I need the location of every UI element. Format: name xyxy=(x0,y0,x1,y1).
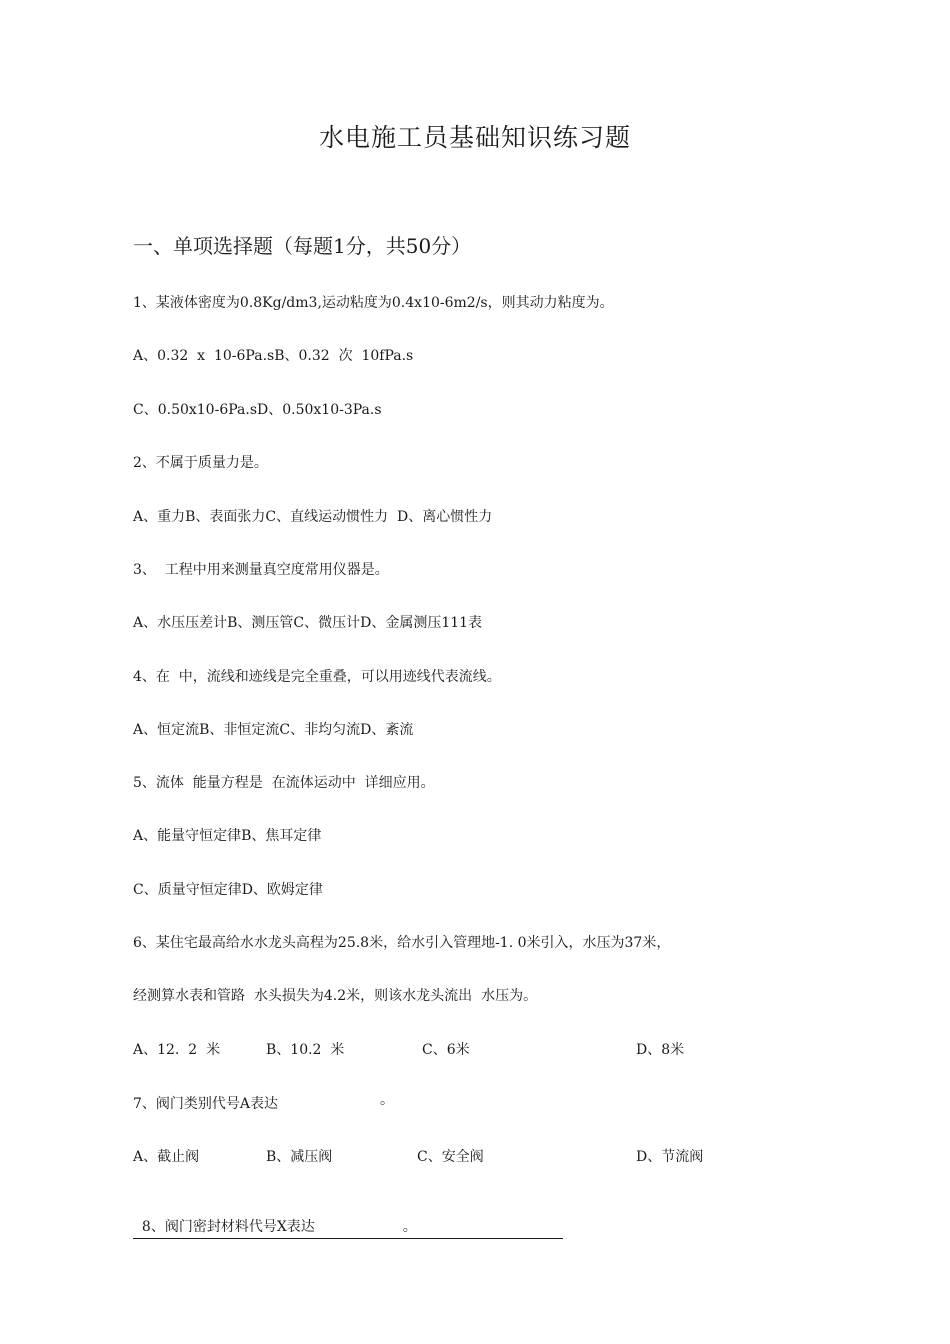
question-6-option-b: B、10.2 米 xyxy=(266,1042,345,1058)
question-5-options-ab: A、能量守恒定律B、焦耳定律 xyxy=(133,828,322,844)
question-3: 3、 工程中用来测量真空度常用仪器是。 xyxy=(133,562,389,578)
question-7-option-b: B、减压阀 xyxy=(266,1149,333,1165)
question-1: 1、某液体密度为0.8Kg/dm3,运动粘度为0.4x10-6m2/s，则其动力粘度为。 xyxy=(133,295,614,311)
question-6-option-d: D、8米 xyxy=(636,1042,685,1058)
question-5-options-cd: C、质量守恒定律D、欧姆定律 xyxy=(133,882,323,898)
question-7-option-d: D、节流阀 xyxy=(636,1149,704,1165)
question-2: 2、不属于质量力是。 xyxy=(133,455,268,471)
section-heading: 一、单项选择题（每题1分，共50分） xyxy=(133,234,472,258)
question-6-line-1: 6、某住宅最高给水水龙头高程为25.8米，给水引入管理地-1. 0米引入，水压为37米， xyxy=(133,935,671,951)
question-8 xyxy=(133,1200,563,1239)
question-6-line-2: 经测算水表和管路 水头损失为4.2米，则该水龙头流出 水压为。 xyxy=(133,988,538,1004)
question-7: 7、阀门类别代号A表达 xyxy=(133,1096,279,1112)
question-7-blank-mark: 。 xyxy=(380,1092,394,1108)
question-3-options: A、水压压差计B、测压管C、微压计D、金属测压111表 xyxy=(133,615,483,631)
question-1-options-cd: C、0.50x10-6Pa.sD、0.50x10-3Pa.s xyxy=(133,402,382,418)
page-title: 水电施工员基础知识练习题 xyxy=(318,123,631,152)
question-6-option-c: C、6米 xyxy=(422,1042,470,1058)
question-2-options: A、重力B、表面张力C、直线运动惯性力 D、离心惯性力 xyxy=(133,509,493,525)
question-6-option-a: A、12. 2 米 xyxy=(133,1042,221,1058)
question-4: 4、在 中，流线和迹线是完全重叠，可以用迹线代表流线。 xyxy=(133,669,501,685)
question-7-option-c: C、安全阀 xyxy=(417,1149,484,1165)
question-8-text: 8、阀门密封材料代号X表达 xyxy=(141,1219,315,1235)
question-4-options: A、恒定流B、非恒定流C、非均匀流D、紊流 xyxy=(133,722,414,738)
question-5: 5、流体 能量方程是 在流体运动中 详细应用。 xyxy=(133,775,435,791)
question-1-options-ab: A、0.32 x 10-6Pa.sB、0.32 次 10fPa.s xyxy=(133,348,414,364)
question-7-option-a: A、截止阀 xyxy=(133,1149,200,1165)
question-8-blank-mark: 。 xyxy=(402,1219,417,1235)
